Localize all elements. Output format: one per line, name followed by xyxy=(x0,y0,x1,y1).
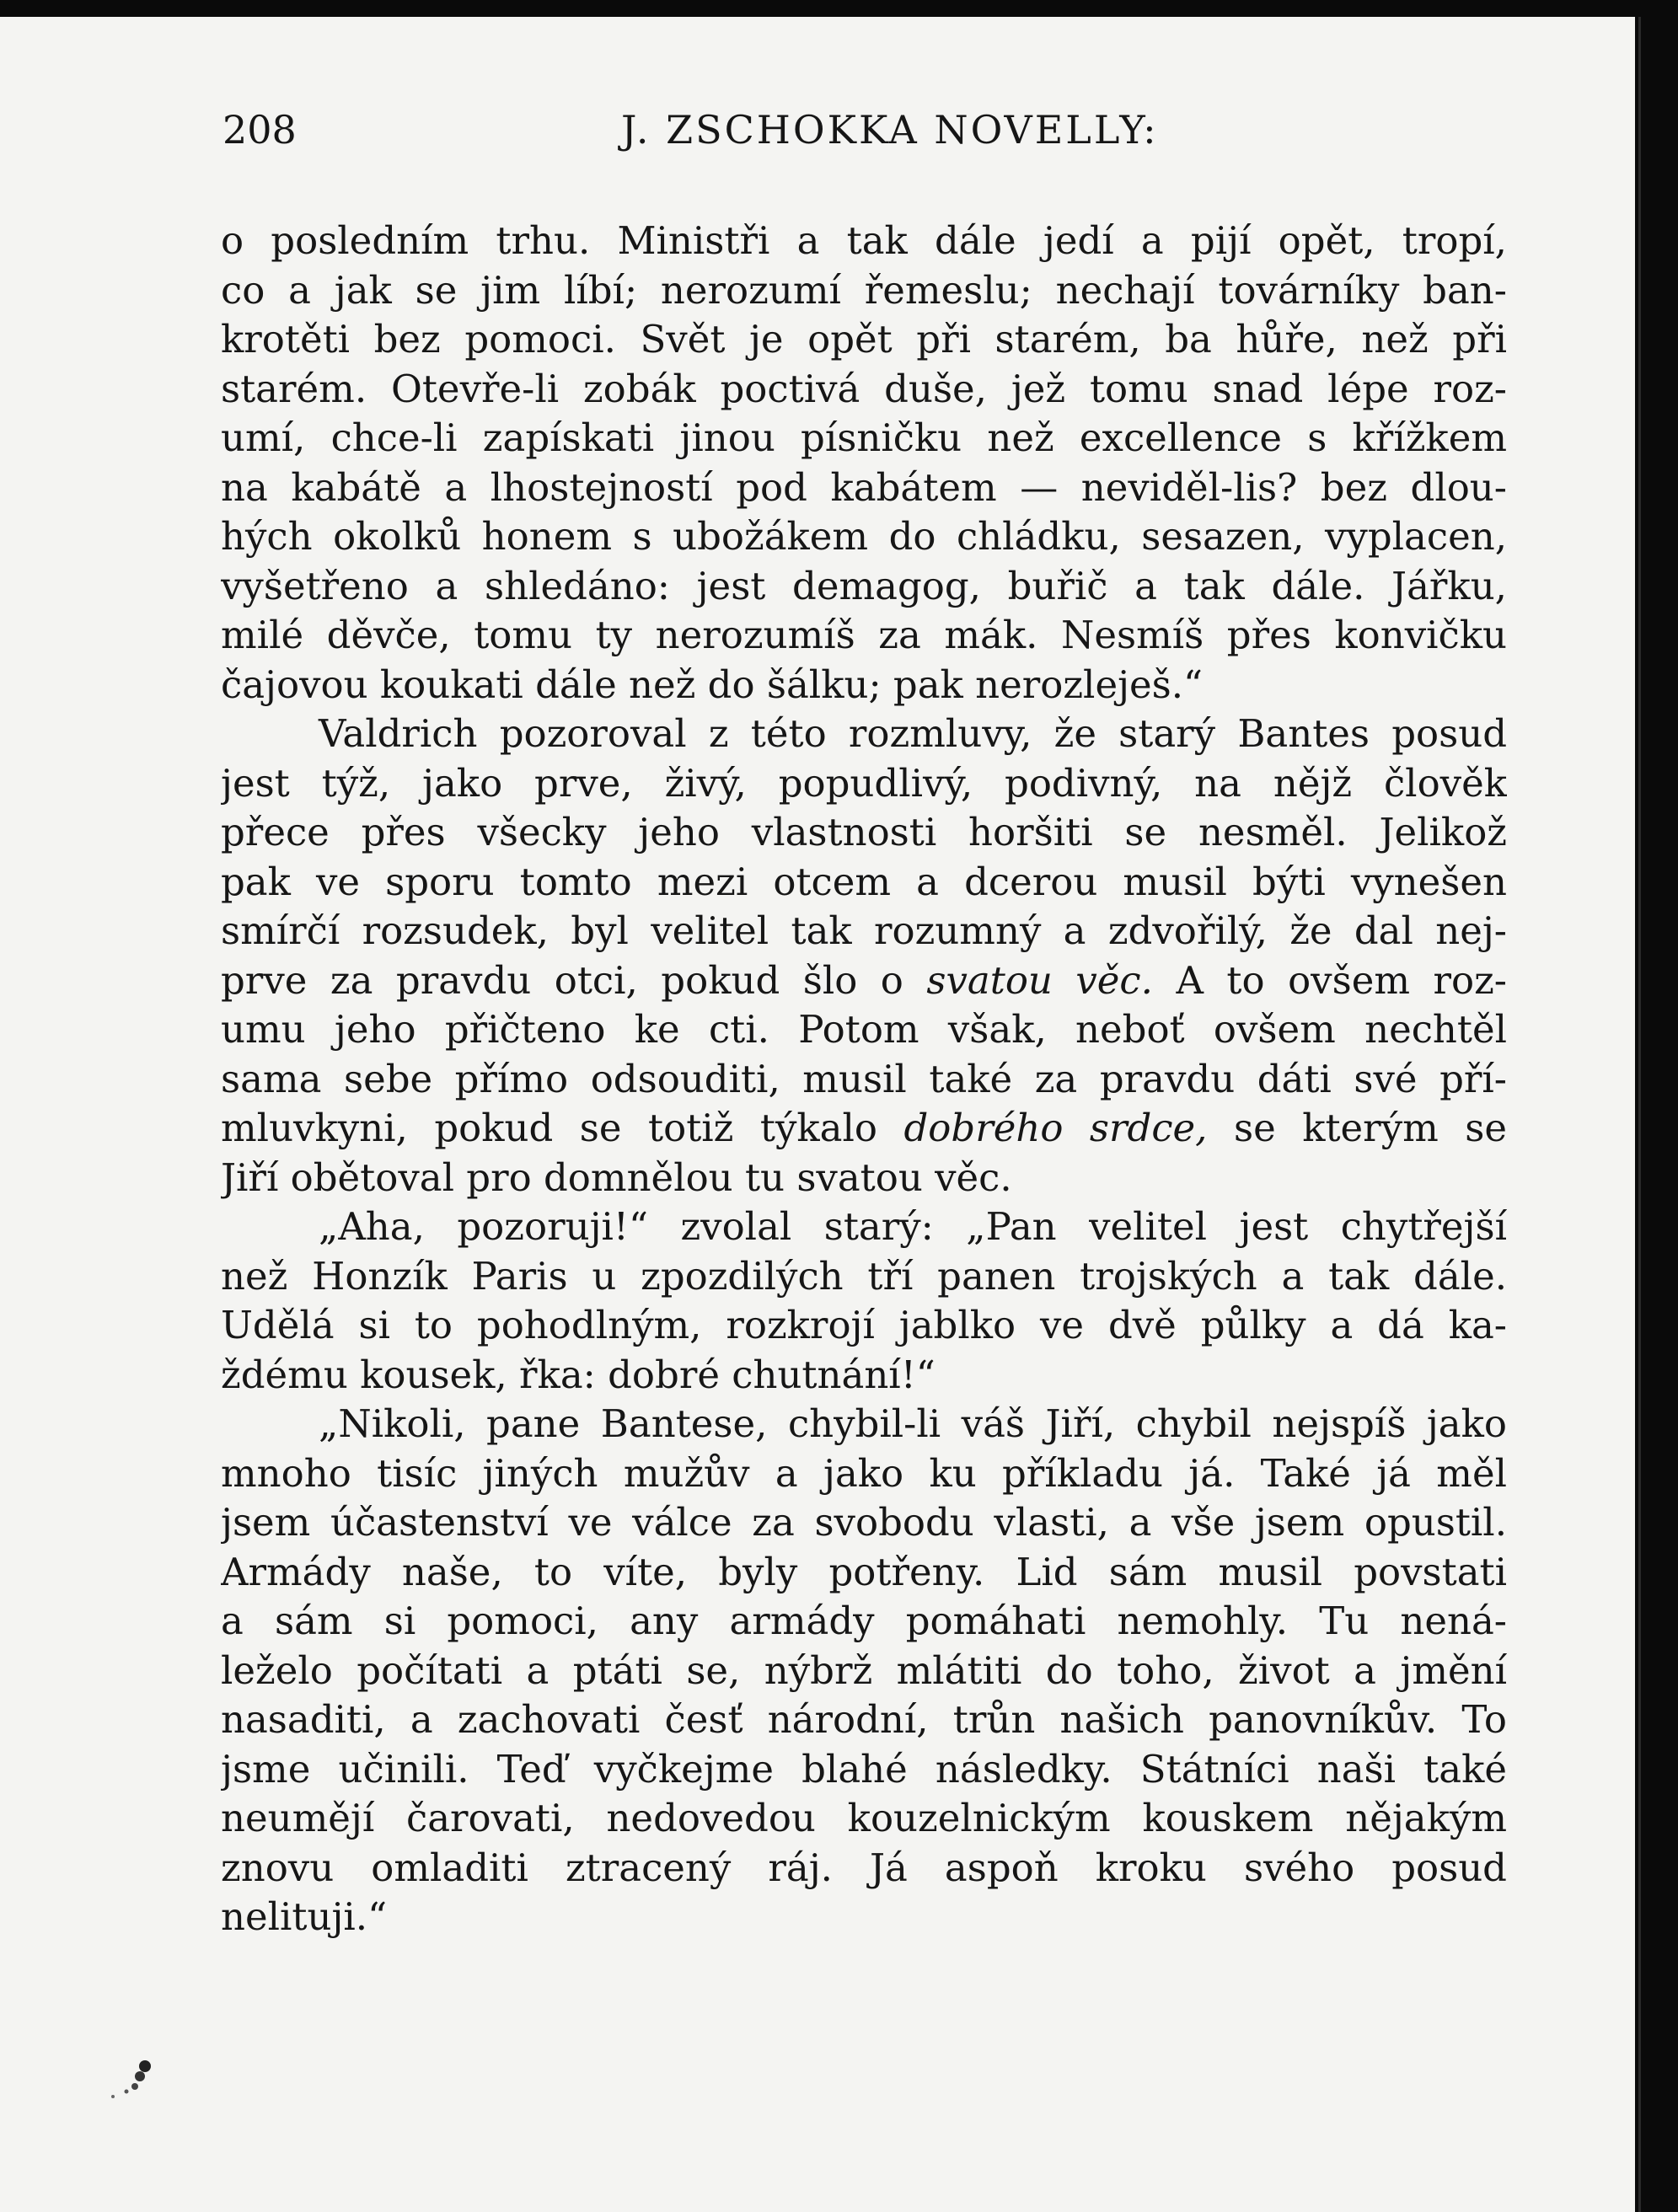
text-line: umí, chce-li zapískati jinou písničku než excellence s křížkem xyxy=(221,415,1507,460)
text-line: a sám si pomoci, any armády pomáhati nemohly. Tu nená- xyxy=(221,1599,1507,1643)
scan-border-top xyxy=(0,0,1678,17)
text-line-with-italic: mluvkyni, pokud se totiž týkalo dobrého srdce, se kterým se xyxy=(221,1106,1507,1150)
page-number: 208 xyxy=(222,107,297,153)
text-line: jsem účastenství ve válce za svobodu vlasti, a vše jsem opustil. xyxy=(221,1500,1507,1545)
text-line: umu jeho přičteno ke cti. Potom však, neboť ovšem nechtěl xyxy=(221,1007,1507,1052)
text-line: co a jak se jim líbí; nerozumí řemeslu; nechají továrníky ban- xyxy=(221,267,1507,313)
text-line: milé děvče, tomu ty nerozumíš za mák. Nesmíš přes konvičku xyxy=(221,613,1507,657)
text-line-paragraph-end: čajovou koukati dále než do šálku; pak nerozleješ.“ xyxy=(221,661,1204,707)
text-line-paragraph-end: nelituji.“ xyxy=(221,1894,388,1939)
text-line: hých okolků honem s ubožákem do chládku, sesazen, vyplacen, xyxy=(221,514,1507,559)
text-line: znovu omladiti ztracený ráj. Já aspoň kroku svého posud xyxy=(221,1845,1507,1890)
text-line: nasaditi, a zachovati česť národní, trůn našich panovníkův. To xyxy=(221,1697,1507,1742)
text-line-with-italic: prve za pravdu otci, pokud šlo o svatou věc. A to ovšem roz- xyxy=(221,957,1507,1003)
text-line-paragraph-end: Jiří obětoval pro domnělou tu svatou věc. xyxy=(221,1154,1012,1200)
text-line: vyšetřeno a shledáno: jest demagog, buřič a tak dále. Jářku, xyxy=(221,563,1507,608)
text-line-paragraph-end: ždému kousek, řka: dobré chutnání!“ xyxy=(221,1352,935,1397)
running-title: J. ZSCHOKKA NOVELLY: xyxy=(621,107,1159,153)
text-line-paragraph-start: „Nikoli, pane Bantese, chybil-li váš Jiří, chybil nejspíš jako xyxy=(319,1401,1507,1446)
text-line: o posledním trhu. Ministři a tak dále jedí a pijí opět, tropí, xyxy=(221,218,1507,263)
text-line: smírčí rozsudek, byl velitel tak rozumný a zdvořilý, že dal nej- xyxy=(221,908,1507,953)
text-line: jsme učinili. Teď vyčkejme blahé následky. Státníci naši také xyxy=(221,1746,1507,1792)
text-line: přece přes všecky jeho vlastnosti horšiti se nesměl. Jelikož xyxy=(221,810,1507,854)
body-text xyxy=(221,217,1507,1942)
text-line: než Honzík Paris u zpozdilých tří panen trojských a tak dále. xyxy=(221,1253,1507,1299)
scan-border-right xyxy=(1645,0,1678,2212)
text-line: jest týž, jako prve, živý, popudlivý, podivný, na nějž člověk xyxy=(221,760,1507,806)
book-page xyxy=(0,17,1635,2212)
text-line-paragraph-start: „Aha, pozoruji!“ zvolal starý: „Pan velitel jest chytřejší xyxy=(319,1204,1507,1249)
text-line: starém. Otevře-li zobák poctivá duše, jež tomu snad lépe roz- xyxy=(221,366,1507,411)
text-line: mnoho tisíc jiných mužův a jako ku příkladu já. Také já měl xyxy=(221,1450,1507,1496)
text-line: sama sebe přímo odsouditi, musil také za pravdu dáti své pří- xyxy=(221,1056,1507,1101)
text-line: Armády naše, to víte, byly potřeny. Lid sám musil povstati xyxy=(221,1549,1507,1594)
page-edge-line xyxy=(1638,17,1641,2212)
ink-smudge xyxy=(101,2048,169,2124)
text-line: neumějí čarovati, nedovedou kouzelnickým kouskem nějakým xyxy=(221,1796,1507,1840)
italic-phrase: dobrého srdce, xyxy=(903,1106,1208,1150)
italic-phrase: svatou věc. xyxy=(926,957,1153,1003)
text-line: krotěti bez pomoci. Svět je opět při starém, ba hůře, než při xyxy=(221,317,1507,362)
text-line: na kabátě a lhostejností pod kabátem — neviděl-lis? bez dlou- xyxy=(221,464,1507,510)
text-line-paragraph-start: Valdrich pozoroval z této rozmluvy, že starý Bantes posud xyxy=(319,711,1507,756)
page-header xyxy=(222,104,1159,155)
text-line: pak ve sporu tomto mezi otcem a dcerou musil býti vynešen xyxy=(221,859,1507,904)
text-line: leželo počítati a ptáti se, nýbrž mlátiti do toho, život a jmění xyxy=(221,1647,1507,1693)
text-line: Udělá si to pohodlným, rozkrojí jablko ve dvě půlky a dá ka- xyxy=(221,1303,1507,1347)
